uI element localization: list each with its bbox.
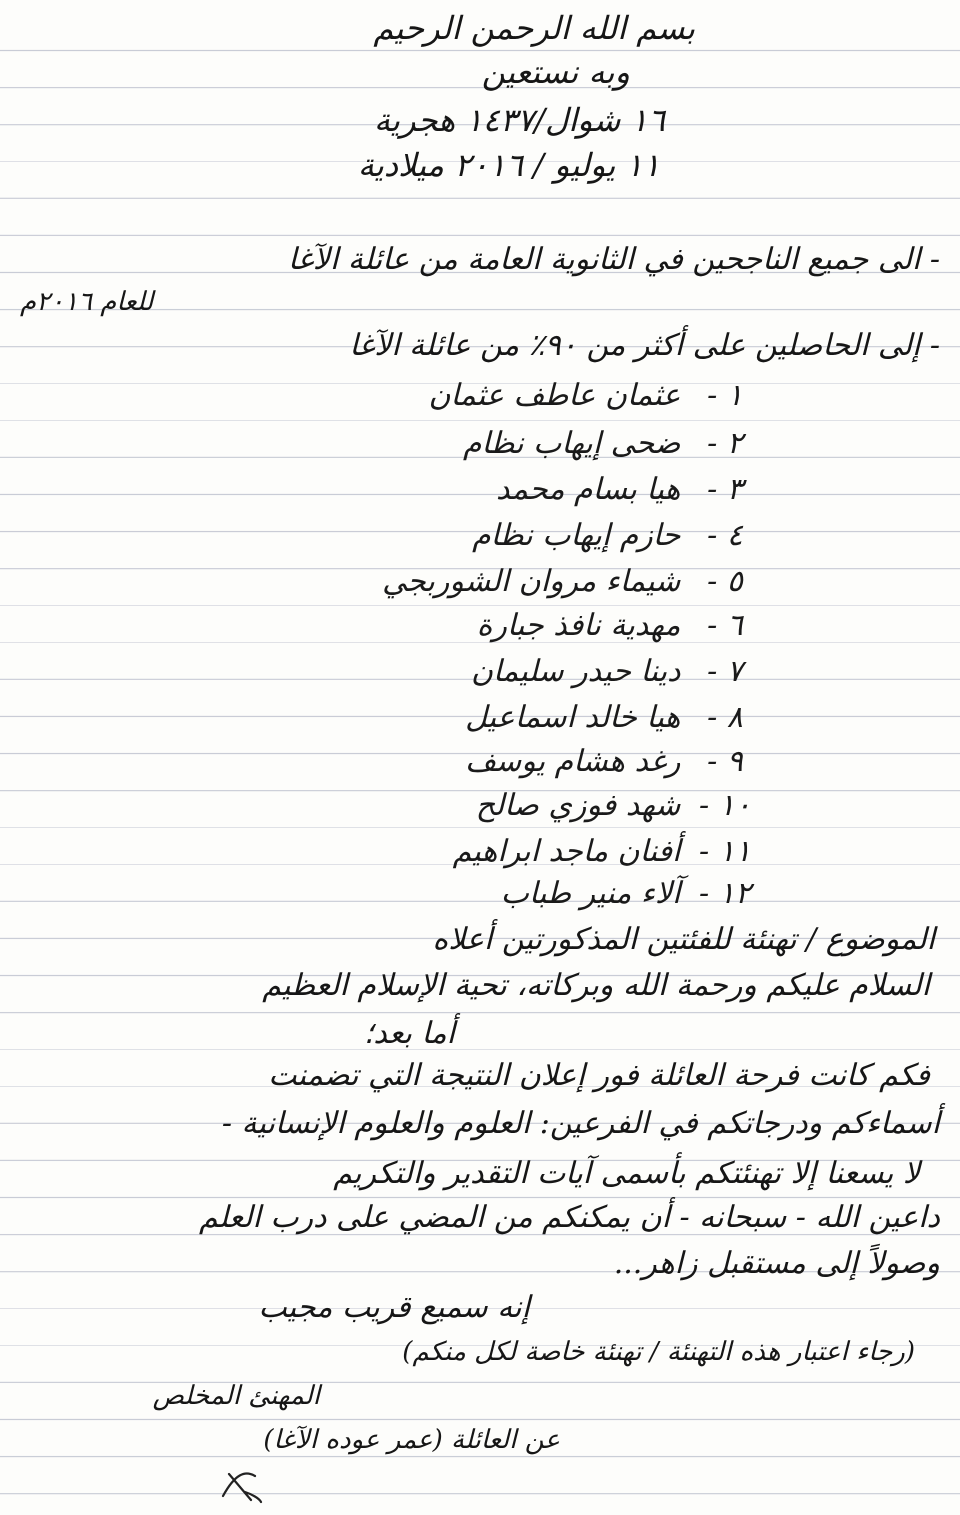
student-name: مهدية نافذ جبارة: [476, 608, 681, 643]
recipients-line-2: - إلى الحاصلين على أكثر من ٩٠٪ من عائلة الآغا: [349, 328, 940, 363]
subject-line: الموضوع / تهنئة للفئتين المذكورتين أعلاه: [432, 922, 935, 957]
list-item: [382, 562, 760, 602]
list-number: ٤ -: [707, 518, 743, 553]
student-name: رغد هشام يوسف: [465, 744, 681, 779]
paragraph-line-2: أسماءكم ودرجاتكم في الفرعين: العلوم والعلوم الإنسانية -: [221, 1106, 940, 1141]
recipients-line-1: - الى جميع الناجحين في الثانوية العامة من عائلة الآغا: [288, 242, 940, 277]
list-item: [472, 516, 760, 556]
closing-prayer: إنه سميع قريب مجيب: [258, 1290, 530, 1325]
list-item: [465, 698, 760, 738]
student-name: شهد فوزي صالح: [475, 788, 681, 823]
hijri-date: ١٦ شوال/١٤٣٧ هجرية: [374, 101, 665, 139]
paragraph-line-3: لا يسعنا إلا تهنئتكم بأسمى آيات التقدير والتكريم: [333, 1156, 920, 1191]
list-item: [471, 652, 760, 692]
student-name: حازم إيهاب نظام: [472, 518, 681, 553]
list-item: [501, 874, 760, 914]
list-number: ٨ -: [707, 700, 743, 735]
list-number: ٣ -: [707, 472, 743, 507]
list-number: ١١ -: [699, 834, 751, 869]
list-item: [477, 606, 760, 646]
list-number: ٩ -: [707, 744, 743, 779]
list-number: ٢ -: [707, 426, 743, 461]
sender-signature: عن العائلة (عمر عوده الآغا): [263, 1425, 560, 1455]
greeting: السلام عليكم ورحمة الله وبركاته، تحية الإسلام العظيم: [262, 968, 930, 1003]
list-item: [465, 742, 760, 782]
invocation: وبه نستعين: [481, 53, 630, 91]
list-number: ٦ -: [707, 608, 743, 643]
list-number: ٧ -: [707, 654, 743, 689]
personal-note: (رجاء اعتبار هذه التهنئة / تهنئة خاصة لكل منكم): [402, 1337, 915, 1367]
amma-baad: أما بعد؛: [363, 1016, 455, 1051]
list-item: [476, 786, 760, 826]
signature-scribble-icon: [215, 1464, 265, 1504]
student-name: عثمان عاطف عثمان: [428, 378, 681, 413]
student-name: آلاء منير طباب: [500, 876, 681, 911]
list-number: ٥ -: [707, 564, 743, 599]
paragraph-line-5: وصولاً إلى مستقبل زاهر...: [613, 1246, 940, 1281]
list-number: ١٢ -: [699, 876, 751, 911]
basmala: بسم الله الرحمن الرحيم: [373, 9, 695, 47]
student-name: هيا خالد اسماعيل: [465, 700, 681, 735]
list-item: [463, 424, 760, 464]
student-name: ضحى إيهاب نظام: [462, 426, 681, 461]
paragraph-line-1: فكم كانت فرحة العائلة فور إعلان النتيجة التي تضمنت: [268, 1058, 930, 1093]
recipients-line-1-cont: للعام ٢٠١٦م: [20, 287, 154, 317]
gregorian-date: ١١ يوليو / ٢٠١٦ ميلادية: [357, 146, 660, 184]
student-name: هيا بسام محمد: [496, 472, 681, 507]
list-item: [496, 470, 760, 510]
student-name: شيماء مروان الشوربجي: [382, 564, 681, 599]
student-name: دينا حيدر سليمان: [471, 654, 681, 689]
list-number: ١٠ -: [699, 788, 751, 823]
list-number: ١ -: [707, 378, 743, 413]
student-name: أفنان ماجد ابراهيم: [452, 834, 681, 869]
sender-title: المهنئ المخلص: [152, 1381, 320, 1411]
list-item: [428, 376, 760, 416]
paragraph-line-4: داعين الله - سبحانه - أن يمكنكم من المضي على درب العلم: [198, 1200, 940, 1235]
list-item: [453, 832, 760, 872]
